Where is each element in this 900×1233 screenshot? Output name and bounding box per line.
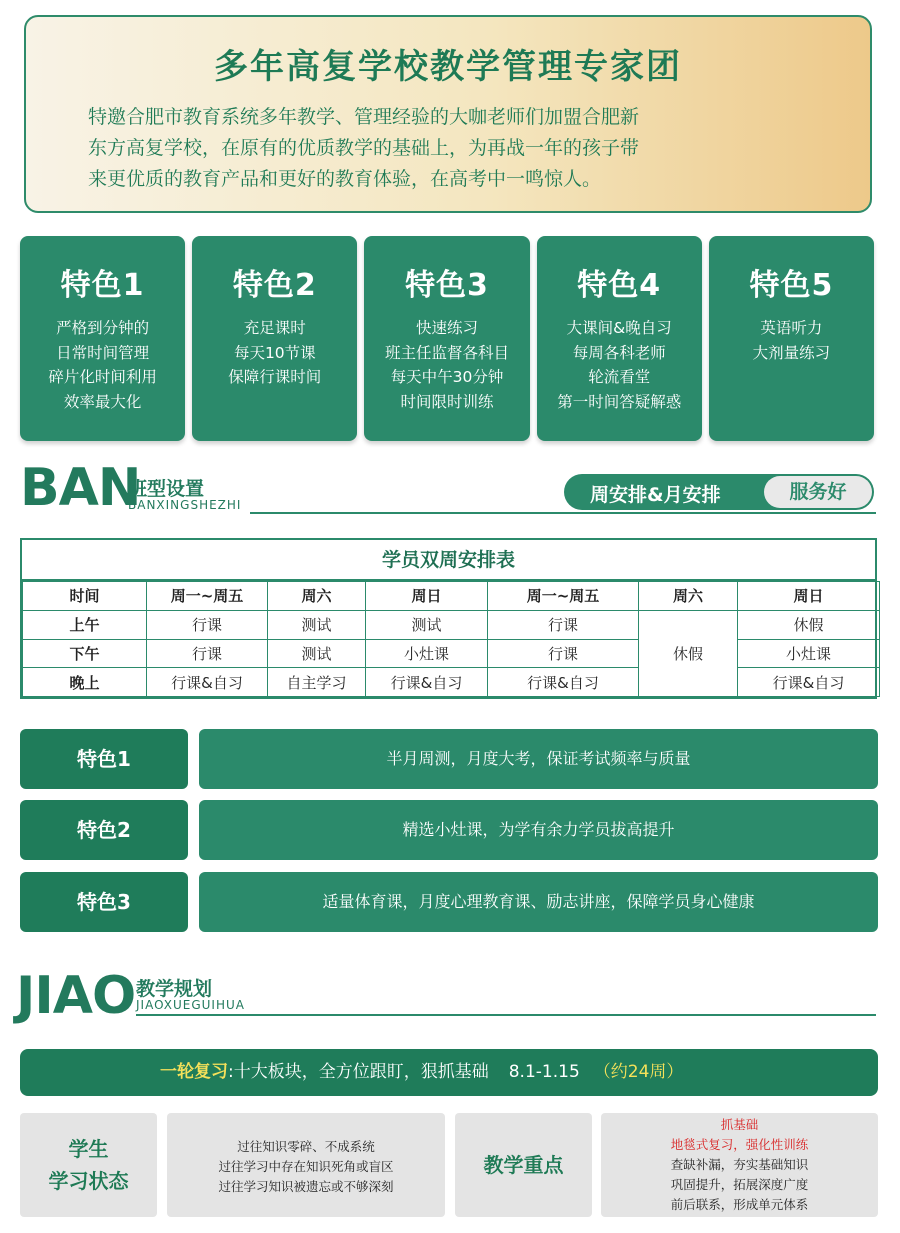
status-line: 过往学习中存在知识死角或盲区 — [218, 1159, 394, 1174]
table-cell: 行课&自习 — [147, 668, 268, 697]
student-status-head-box — [20, 1113, 157, 1217]
status-line: 过往知识零碎、不成系统 — [237, 1139, 375, 1154]
feature-card — [709, 236, 874, 441]
jiao-section-title: 教学规划 — [136, 978, 213, 1000]
table-cell: 测试 — [268, 610, 366, 639]
table-row-label: 上午 — [23, 610, 147, 639]
teaching-focus-box — [601, 1113, 878, 1217]
table-header-cell: 周一~周五 — [488, 582, 639, 611]
student-status-head-2: 学习状态 — [48, 1169, 129, 1193]
table-cell: 测试 — [366, 610, 488, 639]
feature-card-title: 特色3 — [405, 268, 489, 303]
schedule-title: 学员双周安排表 — [22, 540, 875, 581]
hero-line: 来更优质的教育产品和更好的教育体验，在高考中一鸣惊人。 — [88, 168, 602, 190]
plan-key: 一轮复习 — [160, 1062, 228, 1082]
feature-row — [20, 729, 878, 789]
feature-row — [20, 800, 878, 860]
feature-row-tag: 特色2 — [20, 800, 188, 860]
feature-card-title: 特色4 — [577, 268, 662, 303]
feature-row-text: 半月周测，月度大考，保证考试频率与质量 — [199, 729, 878, 789]
table-row — [23, 668, 880, 697]
table-header-row — [23, 582, 880, 611]
focus-line: 巩固提升，拓展深度广度 — [670, 1177, 809, 1192]
pill-main-label: 周安排&月安排 — [590, 484, 721, 506]
feature-line: 日常时间管理 — [56, 343, 150, 362]
feature-card — [537, 236, 702, 441]
table-cell: 自主学习 — [268, 668, 366, 697]
schedule-table — [20, 538, 877, 699]
table-cell: 行课 — [147, 639, 268, 668]
focus-red-line: 地毯式复习，强化性训练 — [670, 1137, 809, 1152]
hero-banner — [24, 15, 872, 213]
pill-sub-label: 服务好 — [764, 476, 872, 508]
feature-line: 效率最大化 — [63, 392, 142, 411]
teaching-focus-head-box — [455, 1113, 592, 1217]
table-row-label: 晚上 — [23, 668, 147, 697]
feature-card-title: 特色1 — [60, 268, 145, 303]
table-cell: 行课 — [488, 610, 639, 639]
focus-line: 前后联系，形成单元体系 — [670, 1197, 809, 1212]
ban-big-letters: BAN — [20, 458, 141, 518]
ban-section-header — [20, 460, 876, 516]
feature-card-lines — [20, 316, 185, 414]
feature-line: 每天中午30分钟 — [390, 368, 504, 386]
feature-cards — [20, 236, 874, 441]
feature-card-lines — [709, 316, 874, 365]
review-plan-bar — [20, 1049, 878, 1096]
table-header-cell: 周六 — [268, 582, 366, 611]
ban-section-title: 班型设置 — [128, 478, 205, 500]
table-cell: 行课&自习 — [488, 668, 639, 697]
table-header-cell: 周一~周五 — [147, 582, 268, 611]
plan-range: 8.1-1.15 — [508, 1062, 580, 1082]
section-divider — [136, 1014, 876, 1016]
feature-line: 严格到分钟的 — [56, 319, 150, 337]
feature-line: 大剂量练习 — [752, 343, 831, 362]
feature-line: 时间限时训练 — [400, 392, 494, 411]
hero-line: 特邀合肥市教育系统多年教学、管理经验的大咖老师们加盟合肥新 — [88, 106, 640, 128]
feature-row-text: 适量体育课，月度心理教育课、励志讲座，保障学员身心健康 — [199, 872, 878, 932]
feature-row-text: 精选小灶课，为学有余力学员拔高提升 — [199, 800, 878, 860]
feature-row — [20, 872, 878, 932]
table-cell: 行课 — [488, 639, 639, 668]
table-cell: 小灶课 — [366, 639, 488, 668]
plan-weeks: （约24周） — [593, 1062, 684, 1082]
table-cell: 行课 — [147, 610, 268, 639]
table-cell: 行课&自习 — [366, 668, 488, 697]
feature-line: 班主任监督各科目 — [385, 343, 510, 362]
table-row — [23, 610, 880, 639]
feature-line: 快速练习 — [416, 319, 479, 337]
schedule-pill — [564, 474, 874, 510]
hero-title: 多年高复学校教学管理专家团 — [214, 47, 682, 87]
feature-card — [192, 236, 357, 441]
table-header-cell: 周日 — [738, 582, 880, 611]
feature-line: 英语听力 — [760, 319, 823, 337]
jiao-section-header — [16, 966, 876, 1026]
feature-card-title: 特色5 — [749, 268, 834, 303]
feature-card — [20, 236, 185, 441]
feature-card-lines — [364, 316, 529, 414]
section-divider — [250, 512, 876, 514]
table-header-cell: 周六 — [639, 582, 738, 611]
plan-desc: :十大板块，全方位跟盯，狠抓基础 — [228, 1062, 489, 1082]
feature-card-title: 特色2 — [232, 268, 317, 303]
table-header-cell: 周日 — [366, 582, 488, 611]
feature-line: 第一时间答疑解惑 — [557, 392, 682, 411]
table-cell: 测试 — [268, 639, 366, 668]
feature-line: 保障行课时间 — [228, 368, 322, 386]
student-status-head-1: 学生 — [68, 1137, 109, 1161]
ban-section-subtitle: BANXINGSHEZHI — [128, 498, 242, 512]
feature-card-lines — [537, 316, 702, 414]
feature-line: 碎片化时间利用 — [48, 368, 157, 386]
focus-line: 查缺补漏，夯实基础知识 — [670, 1157, 809, 1172]
hero-line: 东方高复学校，在原有的优质教学的基础上，为再战一年的孩子带 — [88, 137, 640, 159]
feature-line: 大课间&晚自习 — [566, 319, 672, 337]
feature-line: 每天10节课 — [233, 343, 316, 362]
feature-card-lines — [192, 316, 357, 390]
jiao-section-subtitle: JIAOXUEGUIHUA — [136, 998, 245, 1012]
feature-row-tag: 特色1 — [20, 729, 188, 789]
table-row — [23, 639, 880, 668]
jiao-big-letters: JIAO — [16, 966, 136, 1026]
hero-body — [88, 102, 808, 195]
student-status-box — [167, 1113, 445, 1217]
feature-card — [364, 236, 529, 441]
teaching-focus-head: 教学重点 — [483, 1153, 564, 1177]
schedule-grid — [22, 581, 880, 697]
feature-line: 充足课时 — [243, 319, 306, 337]
feature-line: 每周各科老师 — [572, 343, 666, 362]
feature-line: 轮流看堂 — [588, 368, 651, 386]
status-line: 过往学习知识被遗忘或不够深刻 — [218, 1179, 394, 1194]
table-row-label: 下午 — [23, 639, 147, 668]
table-cell: 休假 — [738, 610, 880, 639]
feature-row-tag: 特色3 — [20, 872, 188, 932]
table-header-cell: 时间 — [23, 582, 147, 611]
table-cell-holiday: 休假 — [639, 610, 738, 696]
table-cell: 行课&自习 — [738, 668, 880, 697]
table-cell: 小灶课 — [738, 639, 880, 668]
focus-red-line: 抓基础 — [720, 1117, 759, 1132]
